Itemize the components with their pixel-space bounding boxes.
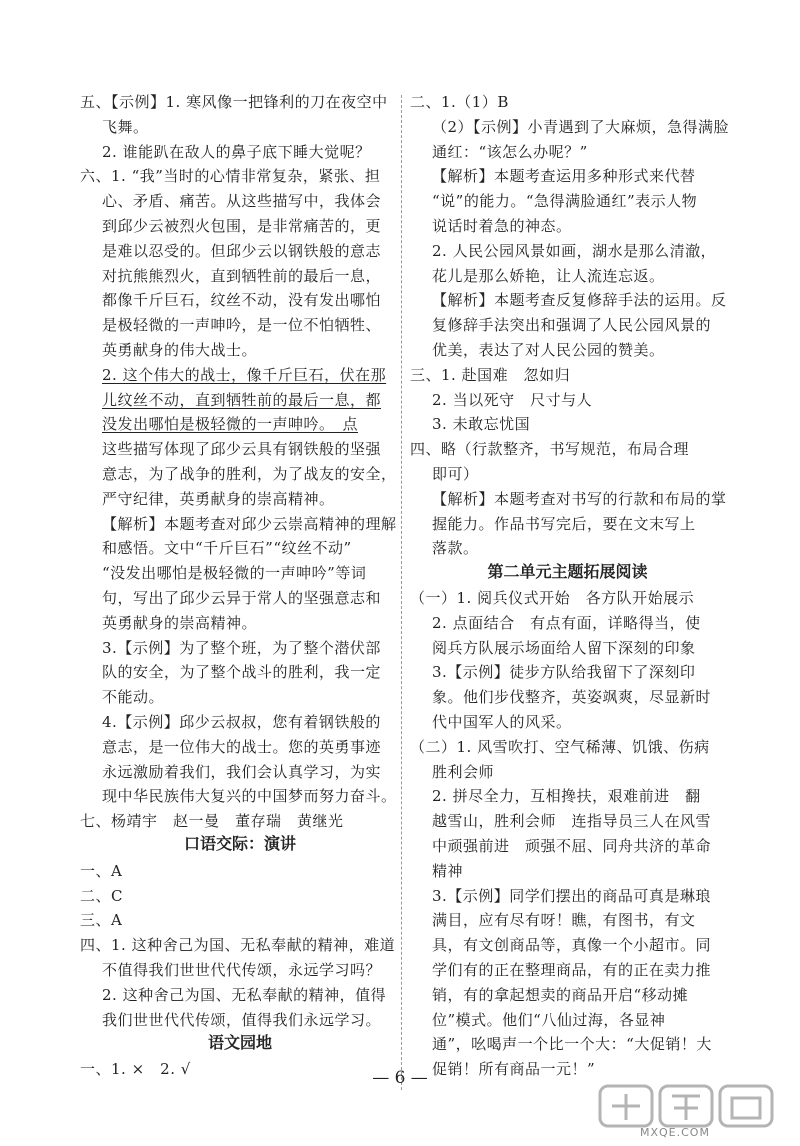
text-line: 落款。 [432,539,479,558]
text-line: 都像千斤巨石，纹丝不动，没有发出哪怕 [102,291,382,310]
text-line: 六、1. “我”当时的心情非常复杂，紧张、担 [80,167,381,186]
text-line: 中顽强前进 顽强不屈、同舟共济的革命 [432,837,712,855]
text-line: 销，有的拿起想卖的商品开启“移动摊 [432,985,689,1004]
column-divider [401,95,402,1090]
text-line: 五、【示例】1. 寒风像一把锋利的刀在夜空中 [80,93,388,111]
text-line: 【解析】本题考查对书写的行款和布局的掌 [432,489,727,508]
text-line: 优美，表达了对人民公园的赞美。 [432,341,665,359]
text-line: 【解析】本题考查对邱少云崇高精神的理解 [102,514,397,533]
text-line: 胜利会师 [432,762,495,781]
text-line: 2. 拼尽全力，互相搀扶，艰难前进 翻 [432,787,701,806]
text-line: “说”的能力。“急得满脸通红”表示人物 [432,192,698,211]
text-line: 二、C [80,886,123,905]
text-line: 3.【示例】徒步方队给我留下了深刻印 [432,663,696,682]
text-line: 越雪山，胜利会师 连指导员三人在风雪 [432,812,712,831]
text-line: 2. 这个伟大的战士，像千斤巨石，伏在那 [102,365,387,384]
text-line: 象。他们步伐整齐，英姿飒爽，尽显新时 [432,688,712,707]
text-line: 2. 这种舍己为国、无私奉献的精神，值得 [102,985,387,1004]
text-line: 不能动。 [102,688,165,707]
text-line: 四、1. 这种舍己为国、无私奉献的精神，难道 [80,936,396,955]
text-line: 七、杨靖宇 赵一曼 董存瑞 黄继光 [80,812,344,831]
text-line: 通红：“该怎么办呢？” [432,142,588,161]
text-line: 阅兵方队展示场面给人留下深刻的印象 [432,638,696,657]
text-line: 精神 [432,861,464,880]
text-line: 位”模式。他们“八仙过海，各显神 [432,1010,666,1029]
text-line: 永远激励着我们，我们会认真学习，为实 [102,762,382,781]
text-line: 花儿是那么娇艳，让人流连忘返。 [432,266,665,285]
text-line: （二）1. 风雪吹打、空气稀薄、饥饿、伤病 [410,737,710,756]
text-line: 【解析】本题考查运用多种形式来代替 [432,167,696,186]
text-line: 3.【示例】为了整个班，为了整个潜伏部 [102,638,381,657]
watermark-text: MXQE.COM [640,1126,710,1139]
text-line: 到邱少云被烈火包围，是非常痛苦的，更 [102,217,382,235]
text-line: 儿纹丝不动，直到牺牲前的最后一息，都 [102,390,382,409]
text-line: 队的安全，为了整个战斗的胜利，我一定 [102,663,382,682]
text-line: 复修辞手法突出和强调了人民公园风景的 [432,316,712,335]
page-number: — 6 — [372,1068,428,1088]
text-line: 这些描写体现了邱少云具有钢铁般的坚强 [102,440,382,459]
text-line: 3.【示例】同学们摆出的商品可真是琳琅 [432,886,711,905]
text-line: 是难以忍受的。但邱少云以钢铁般的意志 [102,241,382,260]
text-line: （2）【示例】小青遇到了大麻烦，急得满脸 [432,117,730,136]
text-line: 意志，为了战争的胜利，为了战友的安全， [102,465,397,483]
text-line: 严守纪律，英勇献身的崇高精神。 [102,489,335,508]
text-line: 具，有文创商品等，真像一个小超市。同 [432,936,712,955]
text-line: 现中华民族伟大复兴的中国梦而努力奋斗。 [102,787,397,806]
text-line: 满目，应有尽有呀！瞧，有图书，有文 [432,911,696,930]
text-line: 意志，是一位伟大的战士。您的英勇事迹 [102,737,382,756]
text-line: 英勇献身的崇高精神。 [102,613,258,632]
section-heading: 第二单元主题拓展阅读 [487,562,648,582]
section-heading: 口语交际：演讲 [183,834,296,854]
text-line: （一）1. 阅兵仪式开始 各方队开始展示 [410,589,695,607]
text-line: 4.【示例】邱少云叔叔，您有着钢铁般的 [102,713,381,731]
text-line: 三、1. 赴国难 忽如归 [410,365,571,384]
text-line: 心、矛盾、痛苦。从这些描写中，我体会 [102,192,382,211]
text-line: 飞舞。 [102,117,149,136]
text-line: 句，写出了邱少云异于常人的坚强意志和 [102,589,382,607]
text-line: 学们有的正在整理商品，有的正在卖力推 [432,961,712,979]
text-line: 没发出哪怕是极轻微的一声呻吟。 点 [102,415,359,434]
text-line: 代中国军人的风采。 [432,713,572,731]
text-line: 促销！所有商品一元！” [432,1060,596,1079]
text-line: 2. 人民公园风景如画，湖水是那么清澈， [432,241,717,260]
text-line: 即可） [432,465,479,483]
text-line: 我们世世代代传颂，值得我们永远学习。 [102,1010,382,1029]
text-line: 2. 谁能趴在敌人的鼻子底下睡大觉呢？ [102,142,371,161]
text-line: 【解析】本题考查反复修辞手法的运用。反 [432,291,727,310]
text-line: 和感悟。文中“千斤巨石”“纹丝不动” [102,539,352,558]
text-line: 3. 未敢忘忧国 [432,415,531,434]
text-line: 三、A [80,911,123,930]
text-line: 二、1.（1）B [410,93,509,111]
text-line: 一、1. × 2. √ [80,1060,191,1079]
text-line: 四、略（行款整齐，书写规范，布局合理 [410,440,690,459]
text-line: 说话时着急的神态。 [432,217,572,235]
section-heading: 语文园地 [207,1032,272,1052]
text-line: 握能力。作品书写完后，要在文末写上 [432,514,696,533]
text-line: 一、A [80,861,123,880]
text-line: 是极轻微的一声呻吟，是一位不怕牺牲、 [102,316,382,335]
text-line: 英勇献身的伟大战士。 [102,341,258,359]
text-line: 不值得我们世世代代传颂，永远学习吗？ [102,961,382,979]
text-line: 通”，吆喝声一个比一个大：“大促销！大 [432,1035,712,1054]
text-line: 2. 当以死守 尺寸与人 [432,390,593,409]
text-line: 对抗熊熊烈火，直到牺牲前的最后一息， [102,266,382,285]
text-line: “没发出哪怕是极轻微的一声呻吟”等词 [102,564,367,583]
text-line: 2. 点面结合 有点有面，详略得当，使 [432,613,701,632]
